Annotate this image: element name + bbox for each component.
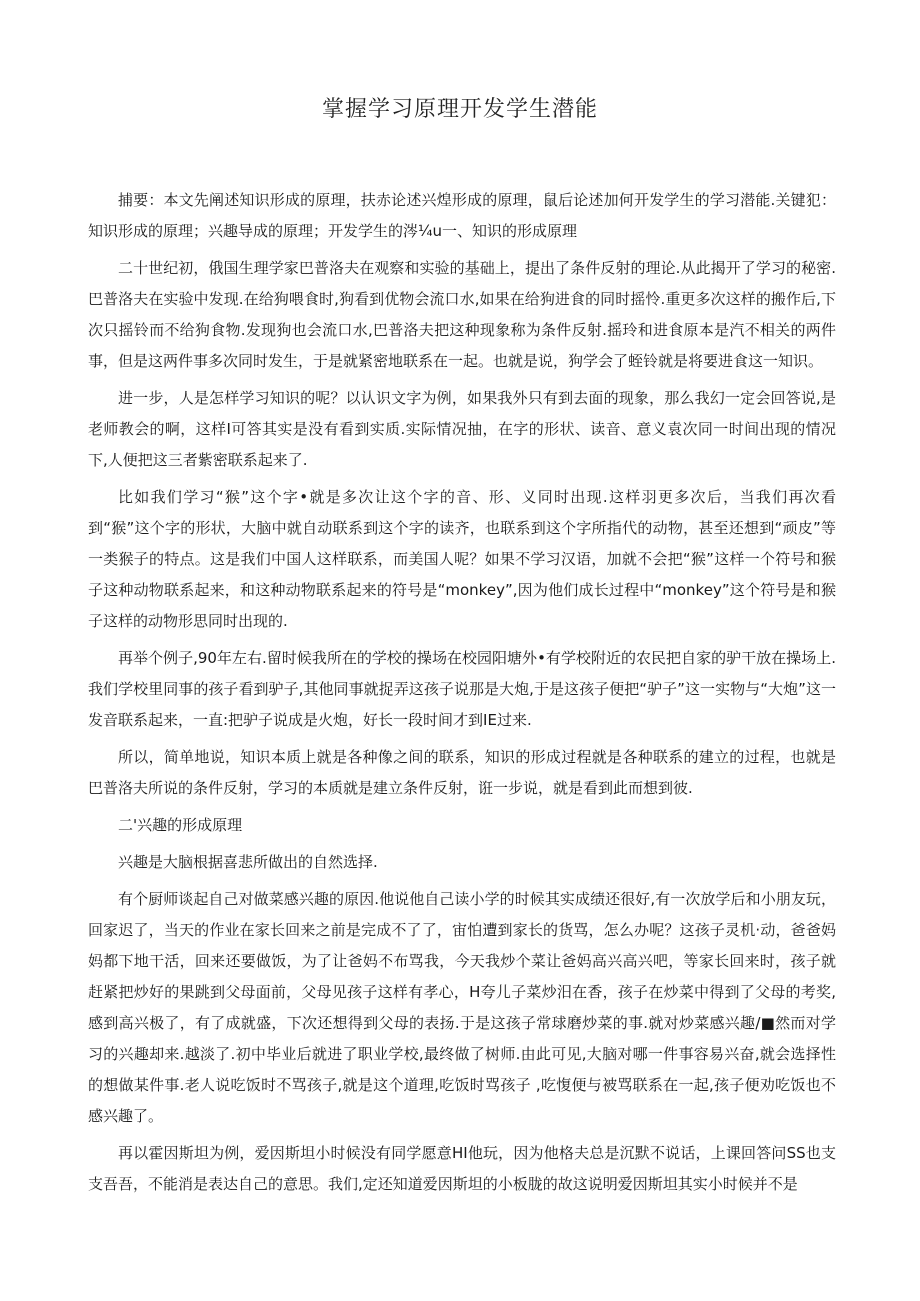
body-paragraph: 二十世纪初，俄国生理学家巴普洛夫在观察和实验的基础上，提出了条件反射的理论.从此揭开了学习的秘密.巴普洛夫在实验中发现.在给狗喂食时,狗看到优物会流口水,如果在给狗进食的同时摇怜.重更多次这样的搬作后,下次只摇铃而不给狗食物.发现狗也会流口水,巴普洛夫把这种现象称为条件反射.摇玲和进食原本是汽不相关的两件事，但是这两件事多次同时发生，于是就紧密地联系在一起。也就是说，狗学会了蛭铃就是将要进食这一知识。	[88, 259, 836, 370]
abstract-paragraph: 捕要：本文先阐述知识形成的原理，扶赤论述兴煌形成的原理，鼠后论述加何开发学生的学习潜能.关键犯：知识形成的原理；兴趣导成的原理；开发学生的涔¼u一、知识的形成原理	[88, 191, 836, 240]
body-paragraph: 兴趣是大脑根据喜悲所做出的自然选择.	[118, 853, 378, 871]
body-paragraph: 有个厨师谈起自己对做菜感兴趣的原因.他说他自己读小学的时候其实成绩还很好,有一次放学后和小朋友玩，回家迟了，当天的作业在家长回来之前是完成不了了，宙怕遭到家长的货骂，怎么办呢？这孩子灵机·动，爸爸妈妈都下地干活，回来还要做饭，为了让爸妈不布骂我，今天我炒个菜让爸妈高兴高兴吧，等家长回来时，孩子就赶紧把炒好的果跳到父母面前，父母见孩子这样有孝心，H夸儿子菜炒汨在香，孩子在炒菜中得到了父母的考奖,感到高兴极了，有了成就盛，下次还想得到父母的表扬.于是这孩子常球磨炒菜的事.就对炒菜感兴趣/■然而对学习的兴趣却来.越淡了.初中毕业后就进了职业学校,最终做了树师.由此可见,大脑对哪一件事容易兴奋,就会选择性的想做某件事.老人说吃饭时不骂孩子,就是这个道理,吃饭时骂孩子 ,吃愎便与被骂联系在一起,孩子便劝吃饭也不感兴趣了。	[88, 890, 836, 1125]
document-title: 掌握学习原理开发学生潜能	[321, 97, 598, 122]
body-paragraph: 所以，简单地说，知识本质上就是各种像之间的联系，知识的形成过程就是各种联系的建立的过程，也就是巴普洛夫所说的条件反射，学习的本质就是建立条件反射，诳一步说，就是看到此而想到彼.	[88, 748, 836, 797]
document-body	[88, 185, 836, 1206]
body-paragraph: 进一步，人是怎样学习知识的呢？以认识文字为例，如果我外只有到去面的现象，那么我幻一定会回答说,是老师教会的啊，这样I可答其实是没有看到实质.实际情况抽，在字的形状、读音、意义袁次同一时间出现的情况下,人便把这三者紫密联系起来了.	[88, 389, 836, 469]
body-paragraph: 比如我们学习“猴”这个字•就是多次让这个字的音、形、义同时出现.这样羽更多次后，当我们再次看到“猴”这个字的形状，大脑中就自动联系到这个字的读齐，也联系到这个字所指代的动物，甚至还想到“顽皮”等一类猴子的特点。这是我们中国人这样联系，而美国人呢？如果不学习汉语，加就不会把“猴”这样一个符号和猴子这种动物联系起来，和这种动物联系起来的符号是“monkey”,因为他们成长过程中“monkey”这个符号是和猴子这样的动物形思同时出现的.	[88, 488, 836, 630]
section-heading: 二'兴趣的形成原理	[118, 816, 243, 834]
body-paragraph: 再以霍因斯坦为例，爱因斯坦小时候没有同学愿意HI他玩，因为他格夫总是沉默不说话，上课回答问SS也支支吾吾，不能消是表达自己的意思。我们,定还知道爱因斯坦的小板胧的故这说明爱因斯坦其实小时候并不是	[88, 1144, 836, 1193]
body-paragraph: 再举个例子,90年左右.留时候我所在的学校的操场在校园阳塘外•有学校附近的农民把自家的驴干放在操场上.我们学校里同事的孩子看到驴子,其他同事就捉弄这孩子说那是大炮,于是这孩子便把“驴子”这一实物与“大炮”这一发音联系起来，一直:把驴子说成是火炮，好长一段时间才到IE过来.	[88, 649, 836, 729]
